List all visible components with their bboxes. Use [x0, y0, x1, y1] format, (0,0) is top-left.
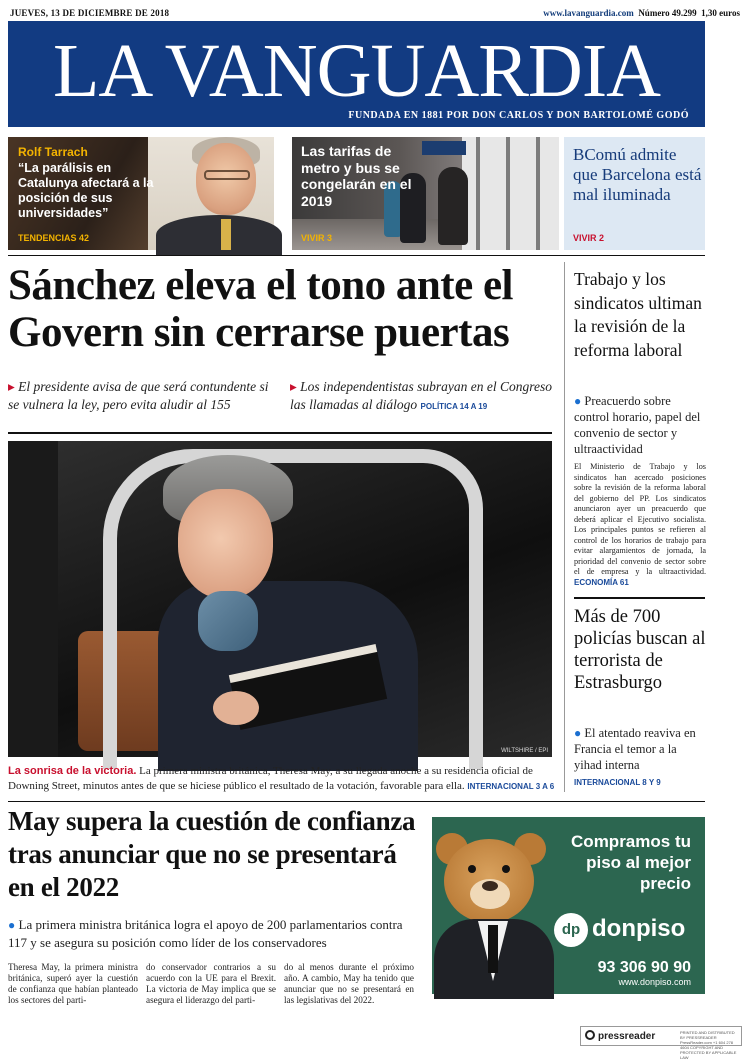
top-right-info	[543, 8, 740, 18]
section-reference[interactable]: ECONOMÍA 61	[574, 577, 629, 587]
body-text: El Ministerio de Trabajo y los sindicatos han acercado posiciones sobre la revisión de la reforma laboral del gobierno del PP. Los sindicatos anunciaron ayer un preacuerdo que deberá aplicar el Ejecutivo socialista. Los principales puntos se refieren al control de los horarios de trabajo para evitar alargamientos de jornada, la prioridad del convenio de sector sobre el de empresa y la ultraactividad.	[574, 462, 706, 576]
teaser-name: Rolf Tarrach	[18, 145, 88, 159]
deck-text: Preacuerdo sobre control horario, papel del convenio de sector y ultraactividad	[574, 394, 701, 456]
deck-text: La primera ministra británica logra el apoyo de 200 parlamentarios contra 117 y se asegura su posición como líder de los conservadores	[8, 917, 403, 950]
portrait-glasses	[204, 170, 250, 180]
section-reference[interactable]: INTERNACIONAL 3 A 6	[467, 782, 555, 791]
main-photo-may-car	[8, 441, 552, 757]
issue-date: JUEVES, 13 DE DICIEMBRE DE 2018	[10, 8, 170, 18]
pressreader-fineprint: PRINTED AND DISTRIBUTED BY PRESSREADER PressReader.com +1 604 278 4604 COPYRIGHT AND PROTECTED BY APPLICABLE LAW	[680, 1030, 737, 1060]
section-reference[interactable]: POLÍTICA 14 A 19	[420, 402, 488, 411]
section-reference[interactable]: INTERNACIONAL 8 Y 9	[574, 778, 661, 787]
teaser-headline: Las tarifas de metro y bus se congelarán en el 2019	[301, 143, 412, 209]
bullet-arrow-icon: ▸	[290, 379, 297, 394]
portrait-tie	[221, 219, 231, 250]
passenger-figure	[438, 167, 468, 245]
founded-line: FUNDADA EN 1881 POR DON CARLOS Y DON BARTOLOMÉ GODÓ	[348, 110, 689, 121]
ad-phone: 93 306 90 90	[597, 959, 691, 976]
metro-train	[462, 137, 559, 250]
bullet-dot-icon: ●	[574, 394, 582, 408]
teaser-metro[interactable]	[292, 137, 559, 250]
photo-caption	[8, 764, 556, 794]
scarf	[198, 591, 258, 651]
body-column-1: Theresa May, la primera ministra británica, superó ayer la cuestión de confianza que habían planteado los sectores del parti-	[8, 962, 138, 1005]
donpiso-advertisement[interactable]	[432, 817, 705, 994]
lead-deck-left	[8, 378, 278, 414]
newspaper-logo[interactable]: LA VANGUARDIA	[52, 29, 661, 113]
top-info-bar	[8, 8, 742, 20]
issue-price: 1,30 euros	[701, 8, 740, 18]
body-column-2: do conservador contrarios a su acuerdo con la UE para el Brexit. La victoria de May implica que se asegura el liderazgo del parti-	[146, 962, 276, 1005]
metro-sign	[422, 141, 466, 155]
lead-headline[interactable]: Sánchez eleva el tono ante el Govern sin cerrarse puertas	[8, 262, 513, 356]
caption-title: La sonrisa de la victoria.	[8, 765, 137, 777]
labor-body	[574, 462, 706, 588]
divider	[8, 801, 705, 802]
divider	[8, 255, 705, 256]
strasbourg-deck	[574, 725, 706, 773]
donpiso-wordmark: donpiso	[592, 915, 686, 942]
issue-number: Número 49.299	[638, 8, 697, 18]
pressreader-badge[interactable]	[580, 1026, 742, 1060]
labor-headline[interactable]: Trabajo y los sindicatos ultiman la revisión de la reforma laboral	[574, 269, 702, 360]
bear-tie	[488, 925, 498, 973]
face	[178, 489, 273, 599]
site-url[interactable]: www.lavanguardia.com	[543, 8, 634, 18]
bear-eye	[502, 865, 510, 873]
donpiso-logo	[554, 913, 694, 947]
column-divider	[564, 262, 565, 792]
deck-text: El presidente avisa de que será contundente si se vulnera la ley, pero evita aludir al 155	[8, 379, 269, 412]
deck-text: El atentado reaviva en Francia el temor a la yihad interna	[574, 726, 696, 772]
divider	[8, 432, 552, 434]
teaser-section: VIVIR 2	[573, 233, 605, 243]
teaser-quote: “La parálisis en Catalunya afectará a la posición de sus universidades”	[18, 161, 154, 220]
may-deck	[8, 916, 418, 951]
bullet-dot-icon: ●	[8, 918, 16, 932]
hand	[213, 691, 259, 725]
ad-website[interactable]: www.donpiso.com	[618, 977, 691, 987]
pressreader-brand: pressreader	[585, 1030, 655, 1042]
ad-slogan: Compramos tu piso al mejor precio	[571, 832, 691, 893]
labor-deck	[574, 393, 706, 457]
teaser-section: TENDENCIAS 42	[18, 233, 90, 243]
masthead	[8, 21, 705, 127]
teaser-tarrach[interactable]	[8, 137, 274, 250]
may-headline[interactable]: May supera la cuestión de confianza tras anunciar que no se presentará en el 2022	[8, 806, 416, 902]
teaser-headline: BComú admite que Barcelona está mal iluminada	[573, 145, 702, 204]
pressreader-icon	[585, 1030, 595, 1040]
bullet-dot-icon: ●	[574, 726, 582, 740]
portrait-suit	[156, 215, 282, 255]
bullet-arrow-icon: ▸	[8, 379, 15, 394]
donpiso-logo-icon: dp	[554, 913, 588, 947]
divider	[574, 597, 705, 599]
deck-text: Los independentistas subrayan en el Congreso las llamadas al diálogo	[290, 379, 553, 412]
teaser-section: VIVIR 3	[301, 233, 333, 243]
caption-text: La primera ministra británica, Theresa May, a su llegada anoche a su residencia oficial de Downing Street, minutos antes de que se hiciese público el resultado de la votación, favorable para ella.	[8, 765, 533, 792]
body-column-3: do al menos durante el próximo año. A cambio, May ha tenido que anunciar que no se presentará en las legislativas del 2022.	[284, 962, 414, 1005]
lead-deck-right	[290, 378, 560, 416]
bear-nose	[482, 881, 498, 891]
strasbourg-headline[interactable]: Más de 700 policías buscan al terrorista de Estrasburgo	[574, 607, 706, 693]
teaser-bcomu[interactable]	[564, 137, 705, 250]
bear-eye	[468, 865, 476, 873]
photo-credit: WILTSHIRE / EPI	[501, 748, 548, 754]
